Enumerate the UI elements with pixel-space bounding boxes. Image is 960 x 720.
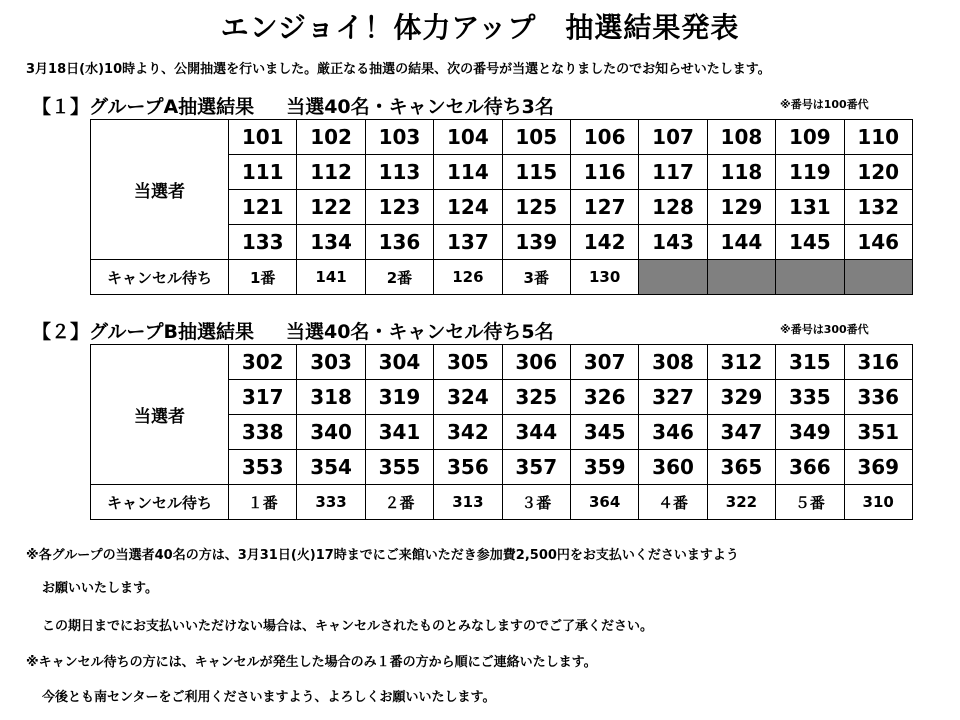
group-b-waitlist-entry: ４番 (639, 485, 707, 520)
group-b-winner-number: 307 (570, 345, 638, 380)
group-a-winner-number: 118 (707, 155, 775, 190)
group-b-winner-number: 360 (639, 450, 707, 485)
group-b-winner-number: 327 (639, 380, 707, 415)
group-a-waitlist-entry: 2番 (365, 260, 433, 295)
group-a-waitlist-row (91, 260, 913, 295)
group-a-summary: 当選40名・キャンセル待ち3名 (286, 96, 554, 118)
group-a-winner-number: 133 (229, 225, 297, 260)
group-b-winner-number: 317 (229, 380, 297, 415)
group-a-winner-number: 116 (570, 155, 638, 190)
group-a-winner-number: 139 (502, 225, 570, 260)
group-b-winner-number: 354 (297, 450, 365, 485)
group-b-winner-number: 338 (229, 415, 297, 450)
group-a-empty-cell (844, 260, 912, 295)
group-a-winner-number: 137 (434, 225, 502, 260)
group-b-summary: 当選40名・キャンセル待ち5名 (285, 321, 554, 343)
group-b-winner-number: 325 (502, 380, 570, 415)
footer-note-request: お願いいたします。 (42, 581, 158, 596)
group-a-winner-number: 136 (365, 225, 433, 260)
group-b-waitlist-entry: １番 (229, 485, 297, 520)
group-b-title: 【２】グループB抽選結果 (32, 321, 254, 343)
group-b-winner-number: 305 (434, 345, 502, 380)
group-b-winner-number: 342 (434, 415, 502, 450)
group-a-winner-number: 134 (297, 225, 365, 260)
group-b-waitlist-row (91, 485, 913, 520)
group-a-waitlist-entry: 130 (570, 260, 638, 295)
group-b-winner-number: 365 (707, 450, 775, 485)
group-a-winner-number: 122 (297, 190, 365, 225)
group-b-winner-number: 329 (707, 380, 775, 415)
footer-note-thanks: 今後とも南センターをご利用くださいますよう、よろしくお願いいたします。 (42, 690, 496, 705)
group-b-winner-number: 340 (297, 415, 365, 450)
footer-note-payment: ※各グループの当選者40名の方は、3月31日(火)17時までにご来館いただき参加費2,500円をお支払いくださいますよう (26, 548, 739, 563)
group-a-winner-number: 132 (844, 190, 912, 225)
group-a-winner-number: 128 (639, 190, 707, 225)
group-a-waitlist-entry: 1番 (229, 260, 297, 295)
group-b-waitlist-entry: 333 (297, 485, 365, 520)
group-b-waitlist-entry: ２番 (365, 485, 433, 520)
group-a-winners-row (91, 120, 913, 155)
group-a-winner-number: 112 (297, 155, 365, 190)
group-a-winner-number: 145 (776, 225, 844, 260)
group-b-winner-number: 326 (570, 380, 638, 415)
group-b-winner-number: 344 (502, 415, 570, 450)
group-a-winner-number: 114 (434, 155, 502, 190)
group-a-winner-number: 111 (229, 155, 297, 190)
group-b-winner-number: 306 (502, 345, 570, 380)
group-b-winner-number: 347 (707, 415, 775, 450)
group-a-winner-number: 142 (570, 225, 638, 260)
group-a-winner-number: 120 (844, 155, 912, 190)
group-a-winner-number: 108 (707, 120, 775, 155)
group-b-winner-number: 308 (639, 345, 707, 380)
group-b-waitlist-entry: 313 (434, 485, 502, 520)
group-b-winner-number: 341 (365, 415, 433, 450)
group-a-winner-number: 110 (844, 120, 912, 155)
group-b-winner-number: 335 (776, 380, 844, 415)
group-b-winner-number: 304 (365, 345, 433, 380)
group-a-winner-number: 143 (639, 225, 707, 260)
group-b-waitlist-entry: ５番 (776, 485, 844, 520)
group-a-winner-number: 119 (776, 155, 844, 190)
group-a-winner-number: 125 (502, 190, 570, 225)
group-a-winner-number: 104 (434, 120, 502, 155)
group-a-winner-number: 123 (365, 190, 433, 225)
group-a-winners-label: 当選者 (91, 120, 229, 260)
group-b-winner-number: 318 (297, 380, 365, 415)
group-a-winner-number: 106 (570, 120, 638, 155)
group-a-winner-number: 101 (229, 120, 297, 155)
group-b-winner-number: 353 (229, 450, 297, 485)
group-b-winner-number: 351 (844, 415, 912, 450)
group-a-winner-number: 105 (502, 120, 570, 155)
group-b-winners-row (91, 345, 913, 380)
group-a-number-note: ※番号は100番代 (780, 98, 869, 111)
group-a-empty-cell (639, 260, 707, 295)
group-a-empty-cell (776, 260, 844, 295)
group-b-winner-number: 319 (365, 380, 433, 415)
group-a-waitlist-entry: 126 (434, 260, 502, 295)
group-b-winner-number: 366 (776, 450, 844, 485)
group-a-winner-number: 146 (844, 225, 912, 260)
group-a-winner-number: 129 (707, 190, 775, 225)
group-a-winner-number: 109 (776, 120, 844, 155)
group-a-waitlist-label: キャンセル待ち (91, 260, 229, 295)
group-b-winners-label: 当選者 (91, 345, 229, 485)
group-b-waitlist-label: キャンセル待ち (91, 485, 229, 520)
group-a-winner-number: 113 (365, 155, 433, 190)
group-b-winner-number: 356 (434, 450, 502, 485)
group-a-winner-number: 124 (434, 190, 502, 225)
group-b-winner-number: 336 (844, 380, 912, 415)
group-b-winner-number: 355 (365, 450, 433, 485)
group-a-waitlist-entry: 141 (297, 260, 365, 295)
group-a-winner-number: 131 (776, 190, 844, 225)
group-b-winner-number: 346 (639, 415, 707, 450)
group-a-winner-number: 102 (297, 120, 365, 155)
group-b-winner-number: 357 (502, 450, 570, 485)
group-b-winner-number: 369 (844, 450, 912, 485)
group-a-winner-number: 115 (502, 155, 570, 190)
group-b-results-table (90, 344, 913, 520)
group-b-winner-number: 359 (570, 450, 638, 485)
group-b-waitlist-entry: ３番 (502, 485, 570, 520)
group-a-winner-number: 121 (229, 190, 297, 225)
group-a-waitlist-entry: 3番 (502, 260, 570, 295)
group-b-number-note: ※番号は300番代 (780, 323, 869, 336)
group-a-winner-number: 144 (707, 225, 775, 260)
group-b-winner-number: 316 (844, 345, 912, 380)
group-b-waitlist-entry: 310 (844, 485, 912, 520)
group-b-waitlist-entry: 322 (707, 485, 775, 520)
group-b-waitlist-entry: 364 (570, 485, 638, 520)
group-a-title: 【１】グループA抽選結果 (32, 96, 255, 118)
group-b-winner-number: 303 (297, 345, 365, 380)
group-b-winner-number: 324 (434, 380, 502, 415)
group-a-winner-number: 117 (639, 155, 707, 190)
group-b-winner-number: 315 (776, 345, 844, 380)
group-a-empty-cell (707, 260, 775, 295)
group-a-heading (32, 92, 554, 119)
group-b-winner-number: 349 (776, 415, 844, 450)
group-b-winner-number: 302 (229, 345, 297, 380)
page-title: エンジョイ！体力アップ 抽選結果発表 (220, 11, 740, 44)
footer-note-waitlist: ※キャンセル待ちの方には、キャンセルが発生した場合のみ１番の方から順にご連絡いたします。 (26, 655, 597, 670)
group-b-heading (32, 317, 554, 344)
intro-text: 3月18日(水)10時より、公開抽選を行いました。厳正なる抽選の結果、次の番号が当選となりましたのでお知らせいたします。 (26, 62, 771, 77)
group-b-winner-number: 345 (570, 415, 638, 450)
group-a-winner-number: 103 (365, 120, 433, 155)
footer-note-deadline: この期日までにお支払いいただけない場合は、キャンセルされたものとみなしますのでご了承ください。 (42, 619, 654, 634)
group-a-winner-number: 107 (639, 120, 707, 155)
group-a-winner-number: 127 (570, 190, 638, 225)
group-a-results-table (90, 119, 913, 295)
group-b-winner-number: 312 (707, 345, 775, 380)
